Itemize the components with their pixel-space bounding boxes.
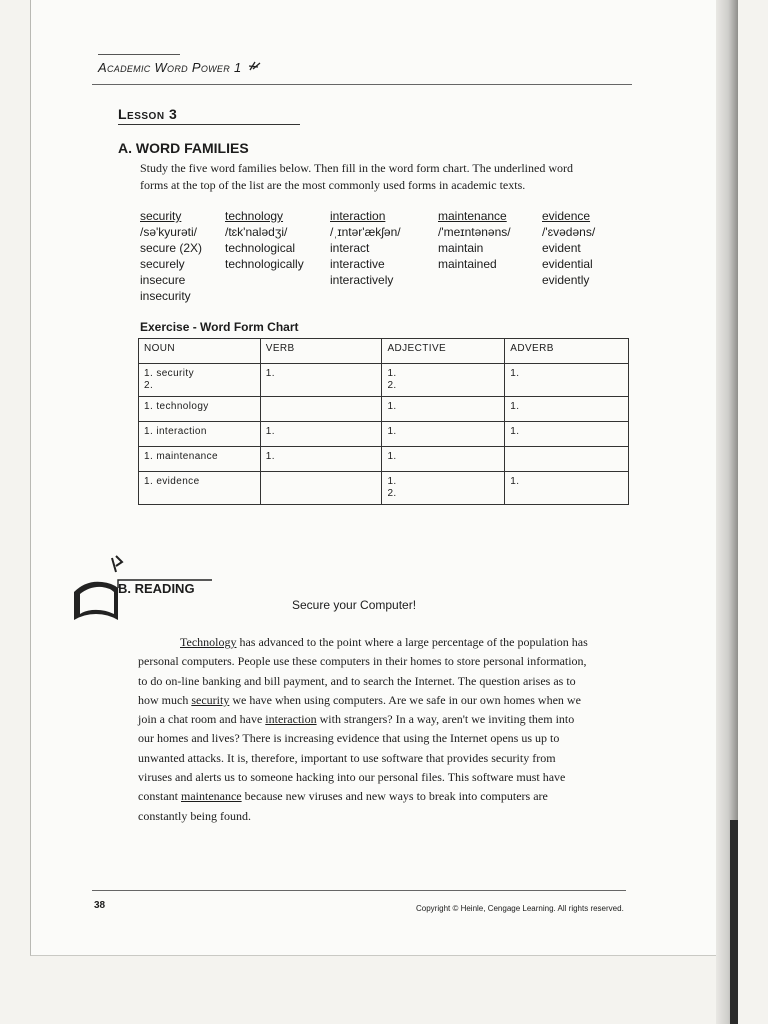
exercise-title: Exercise - Word Form Chart <box>140 320 299 334</box>
verb-cell[interactable] <box>260 397 382 422</box>
family-word: evidently <box>542 273 590 287</box>
column-header: ADJECTIVE <box>382 339 505 364</box>
verb-cell[interactable]: 1. <box>260 447 382 472</box>
column-header: ADVERB <box>505 339 629 364</box>
instructions-line: forms at the top of the list are the most commonly used forms in academic texts. <box>140 178 526 192</box>
instructions-line: Study the five word families below. Then fill in the word form chart. The underlined word <box>140 161 574 175</box>
passage-line: constantly being found. <box>138 808 251 823</box>
table-row <box>139 397 629 422</box>
family-word: evidence <box>542 209 591 223</box>
adjective-cell[interactable]: 1. <box>382 397 505 422</box>
adverb-cell[interactable]: 1. <box>505 472 629 505</box>
table-row <box>139 447 629 472</box>
family-word: technologically <box>225 257 304 271</box>
family-word: /tɛk'nalədʒi/ <box>225 225 288 239</box>
family-word: interactive <box>330 257 385 271</box>
family-interaction <box>330 208 401 288</box>
passage-line: personal computers. People use these computers in their homes to store personal information, <box>138 654 587 669</box>
adjective-cell[interactable]: 1. <box>382 447 505 472</box>
adverb-cell[interactable]: 1. <box>505 364 629 397</box>
section-a-heading: A. WORD FAMILIES <box>118 140 249 156</box>
family-word: maintained <box>438 257 497 271</box>
reading-passage <box>138 633 630 826</box>
family-word: interactively <box>330 273 394 287</box>
passage-line: join a chat room and have interaction with strangers? In a way, aren't we inviting them into <box>138 712 575 727</box>
family-word: /'meɪntənəns/ <box>438 225 511 239</box>
running-head <box>98 60 262 75</box>
adverb-cell[interactable] <box>505 447 629 472</box>
passage-line: how much security we have when using computers. Are we safe in our own homes when we <box>138 692 581 707</box>
adjective-cell[interactable]: 1. 2. <box>382 364 505 397</box>
copyright-notice: Copyright © Heinle, Cengage Learning. All rights reserved. <box>416 904 624 913</box>
family-word: interact <box>330 241 370 255</box>
family-maintenance <box>438 208 511 272</box>
passage-line: Technology has advanced to the point where a large percentage of the population has <box>180 635 588 649</box>
noun-cell[interactable]: 1. interaction <box>139 422 261 447</box>
page-number: 38 <box>94 900 106 911</box>
table-header-row <box>139 339 629 364</box>
header-rule-short <box>98 54 180 55</box>
adjective-cell[interactable]: 1. <box>382 422 505 447</box>
table-row <box>139 422 629 447</box>
family-word: secure (2X) <box>140 241 203 255</box>
noun-cell[interactable]: 1. technology <box>139 397 261 422</box>
adverb-cell[interactable]: 1. <box>505 397 629 422</box>
family-word: evident <box>542 241 581 255</box>
header-rule <box>92 84 632 85</box>
family-word: evidential <box>542 257 593 271</box>
family-word: technology <box>225 209 284 223</box>
passage-line: unwanted attacks. It is, therefore, important to use software that provides security from <box>138 750 556 765</box>
family-evidence <box>542 208 595 288</box>
passage-line: viruses and alerts us to someone hacking into our personal files. This software must have <box>138 770 566 785</box>
verb-cell[interactable]: 1. <box>260 422 382 447</box>
family-word: /'ɛvədəns/ <box>542 225 596 239</box>
table-row <box>139 364 629 397</box>
family-word: /ˌɪntər'ækʃən/ <box>330 225 401 239</box>
book-spine-edge <box>716 0 738 1024</box>
adjective-cell[interactable]: 1. 2. <box>382 472 505 505</box>
verb-cell[interactable] <box>260 472 382 505</box>
family-word: /sə'kyurəti/ <box>140 225 197 239</box>
running-title: Academic Word Power 1 <box>98 60 242 75</box>
noun-cell[interactable]: 1. security 2. <box>139 364 261 397</box>
noun-cell[interactable]: 1. evidence <box>139 472 261 505</box>
lesson-rule <box>118 124 300 125</box>
passage-line: to do on-line banking and bill payment, and to search the Internet. The question arises as to <box>138 673 576 688</box>
noun-cell[interactable]: 1. maintenance <box>139 447 261 472</box>
passage-line: our homes and lives? There is increasing evidence that using the Internet opens us up to <box>138 731 560 746</box>
footer-rule <box>92 890 626 891</box>
family-word: security <box>140 209 182 223</box>
family-word: insecurity <box>140 289 191 303</box>
adverb-cell[interactable]: 1. <box>505 422 629 447</box>
word-form-chart <box>138 338 629 505</box>
reading-title: Secure your Computer! <box>292 598 417 612</box>
family-security <box>140 208 202 304</box>
passage-line: constant maintenance because new viruses and new ways to break into computers are <box>138 789 548 804</box>
family-word: maintain <box>438 241 484 255</box>
family-word: technological <box>225 241 296 255</box>
family-word: interaction <box>330 209 386 223</box>
column-header: VERB <box>260 339 382 364</box>
family-word: insecure <box>140 273 186 287</box>
family-word: securely <box>140 257 185 271</box>
family-word: maintenance <box>438 209 507 223</box>
table-row <box>139 472 629 505</box>
instructions <box>140 160 620 194</box>
verb-cell[interactable]: 1. <box>260 364 382 397</box>
pen-scribble-icon <box>248 60 262 75</box>
lesson-title: Lesson 3 <box>118 106 178 122</box>
family-technology <box>225 208 304 272</box>
section-b-heading: B. READING <box>118 581 195 596</box>
column-header: NOUN <box>139 339 261 364</box>
